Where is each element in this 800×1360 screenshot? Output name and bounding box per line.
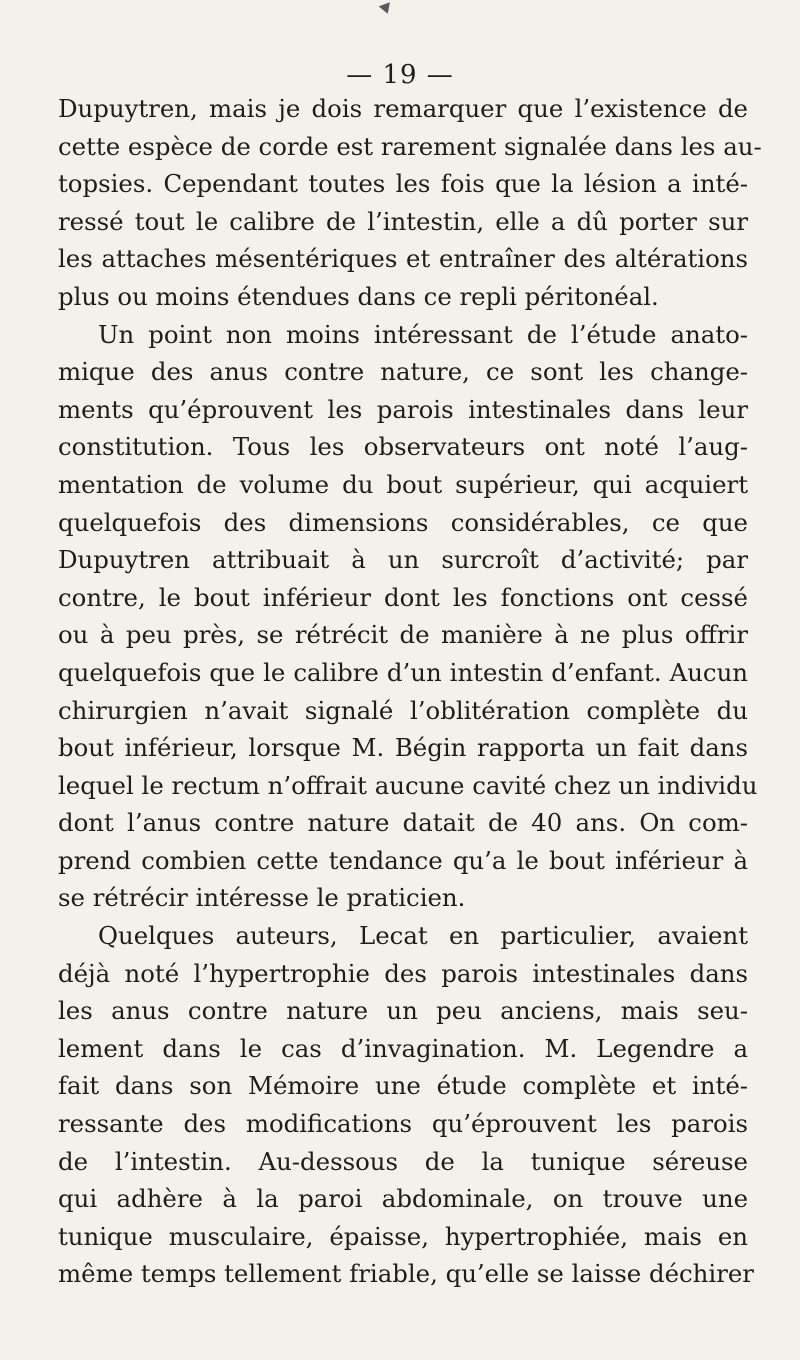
text-line: lequel le rectum n’offrait aucune cavité chez un individu: [58, 770, 758, 800]
text-line: ments qu’éprouvent les parois intestinales dans leur: [58, 394, 748, 424]
text-line: même temps tellement friable, qu’elle se laisse déchirer: [58, 1259, 754, 1289]
text-line: quelquefois des dimensions considérables, ce que: [58, 507, 748, 537]
text-line: ou à peu près, se rétrécit de manière à ne plus offrir: [58, 620, 748, 650]
text-line: constitution. Tous les observateurs ont noté l’aug-: [58, 432, 748, 462]
text-line: les anus contre nature un peu anciens, mais seu-: [58, 996, 748, 1026]
text-line: Quelques auteurs, Lecat en particulier, avaient: [98, 921, 748, 951]
text-line: mentation de volume du bout supérieur, qui acquiert: [58, 469, 748, 499]
text-line: tunique musculaire, épaisse, hypertrophiée, mais en: [58, 1221, 748, 1251]
body-text: [58, 90, 762, 1293]
text-line: de l’intestin. Au-dessous de la tunique séreuse: [58, 1146, 748, 1176]
text-line: plus ou moins étendues dans ce repli péritonéal.: [58, 281, 659, 311]
text-line: fait dans son Mémoire une étude complète et inté-: [58, 1071, 748, 1101]
text-line: bout inférieur, lorsque M. Bégin rapporta un fait dans: [58, 733, 748, 763]
text-line: Dupuytren, mais je dois remarquer que l’existence de: [58, 94, 748, 123]
text-line: prend combien cette tendance qu’a le bout inférieur à: [58, 845, 748, 875]
text-line: cette espèce de corde est rarement signalée dans les au-: [58, 131, 762, 161]
page-number-header: — 19 —: [346, 60, 454, 90]
text-line: lement dans le cas d’invagination. M. Legendre a: [58, 1033, 748, 1063]
text-line: ressante des modifications qu’éprouvent les parois: [58, 1109, 748, 1139]
text-line: déjà noté l’hypertrophie des parois intestinales dans: [58, 958, 748, 988]
text-line: dont l’anus contre nature datait de 40 ans. On com-: [58, 808, 748, 838]
text-line: ressé tout le calibre de l’intestin, elle a dû porter sur: [58, 206, 748, 236]
text-line: les attaches mésentériques et entraîner des altérations: [58, 244, 748, 274]
text-line: chirurgien n’avait signalé l’oblitération complète du: [58, 695, 748, 725]
text-line: topsies. Cependant toutes les fois que la lésion a inté-: [58, 169, 748, 199]
text-line: mique des anus contre nature, ce sont les change-: [58, 357, 748, 387]
text-line: Un point non moins intéressant de l’étude anato-: [98, 319, 748, 349]
text-line: quelquefois que le calibre d’un intestin d’enfant. Aucun: [58, 657, 748, 687]
text-line: contre, le bout inférieur dont les fonctions ont cessé: [58, 582, 748, 612]
text-line: se rétrécir intéresse le praticien.: [58, 883, 466, 913]
text-line: qui adhère à la paroi abdominale, on trouve une: [58, 1184, 748, 1214]
scan-mark-icon: [379, 2, 394, 16]
text-line: Dupuytren attribuait à un surcroît d’activité; par: [58, 545, 748, 575]
